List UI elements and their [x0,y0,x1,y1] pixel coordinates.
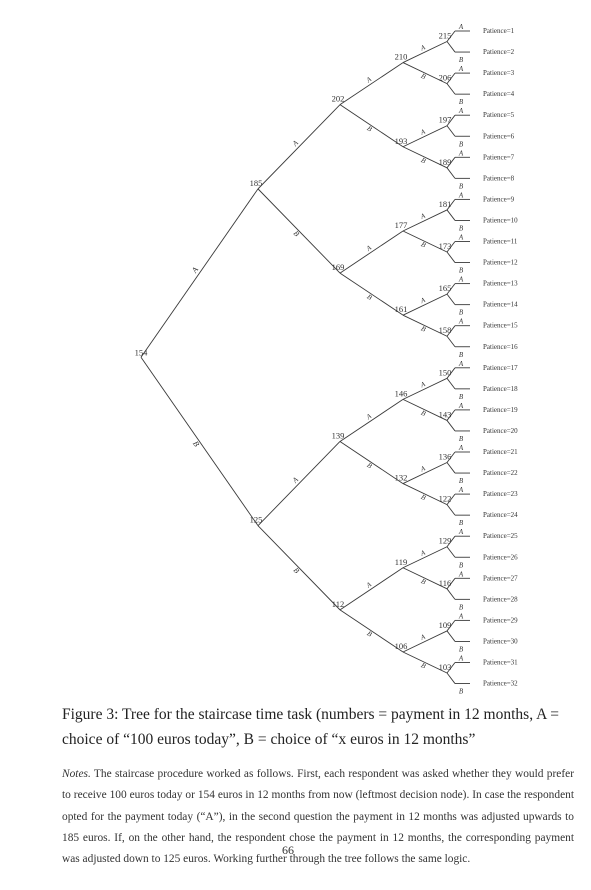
tree-edge [340,399,403,441]
node-value-root: 154 [134,347,148,358]
tree-edge [258,441,340,525]
leaf-label-patience: Patience=21 [483,448,518,456]
notes-label: Notes. [62,768,91,780]
branch-label-b: B [419,661,428,671]
branch-label-a: A [419,632,427,642]
leaf-edge [447,378,455,389]
tree-edge [403,126,447,147]
page-number: 66 [282,843,294,857]
branch-label-a: A [419,548,427,558]
branch-label-b: B [458,182,464,191]
leaf-label-patience: Patience=22 [483,469,518,478]
branch-label-a: A [458,444,464,452]
branch-label-a: A [458,233,464,242]
branch-label-b: B [419,408,428,418]
branch-label-a: A [290,138,301,148]
node-value: 146 [394,388,408,399]
leaf-edge [447,673,455,684]
node-value: 109 [438,619,452,630]
leaf-edge [447,336,455,347]
leaf-label-patience: Patience=29 [483,616,518,625]
branch-label-a: A [419,211,427,221]
branch-label-b: B [458,224,464,233]
leaf-label-patience: Patience=7 [483,153,515,162]
branch-label-a: A [458,275,464,284]
branch-label-a: A [419,464,427,474]
branch-label-a: A [458,191,464,200]
tree-edge [403,547,447,568]
leaf-edge [447,420,455,431]
branch-label-a: A [364,75,373,85]
node-value: 181 [438,198,452,209]
branch-label-b: B [458,56,464,65]
node-value: 210 [394,51,408,62]
leaf-label-patience: Patience=6 [483,132,515,141]
leaf-edge [447,84,455,95]
branch-label-b: B [458,645,464,654]
branch-label-a: A [189,265,201,275]
leaf-edge [447,463,455,474]
node-value: 197 [438,114,452,125]
leaf-label-patience: Patience=3 [483,69,515,78]
branch-label-a: A [458,401,464,410]
leaf-label-patience: Patience=20 [483,426,518,435]
branch-label-a: A [419,127,427,137]
leaf-label-patience: Patience=4 [483,90,515,99]
node-value: 215 [438,30,452,41]
branch-label-b: B [365,629,374,639]
branch-label-a: A [458,612,464,621]
tree-edge [340,231,403,273]
branch-label-b: B [458,519,464,528]
tree-edge [258,105,340,189]
node-value: 139 [331,430,345,441]
branch-label-a: A [458,149,464,158]
branch-label-b: B [458,392,464,401]
node-value: 116 [438,577,452,588]
branch-label-b: B [458,98,464,107]
node-value: 106 [394,640,408,651]
leaf-label-patience: Patience=24 [483,511,518,520]
tree-edge [403,42,447,63]
leaf-edge [447,42,455,53]
branch-label-b: B [419,324,428,334]
leaf-edge [447,589,455,600]
leaf-label-patience: Patience=30 [483,637,518,646]
leaf-label-patience: Patience=31 [483,658,518,667]
leaf-label-patience: Patience=27 [483,574,518,583]
leaf-label-patience: Patience=18 [483,384,518,393]
leaf-label-patience: Patience=1 [483,27,515,35]
leaf-edge [447,631,455,642]
node-value: 165 [438,283,452,294]
node-value: 161 [394,304,408,315]
node-value: 143 [438,409,452,420]
node-value: 136 [438,451,452,462]
branch-label-a: A [419,43,427,53]
figure-caption: Figure 3: Tree for the staircase time task (numbers = payment in 12 months, A = choice of “100 euros today”, B = choice of “x euros in 12 months” [62,706,560,748]
leaf-edge [447,210,455,221]
tree-edge [403,631,447,652]
branch-label-a: A [458,654,464,663]
node-value: 103 [438,662,452,673]
branch-label-b: B [365,292,374,302]
branch-label-b: B [419,577,428,587]
node-value: 122 [438,493,452,504]
leaf-label-patience: Patience=10 [483,216,518,225]
node-value: 189 [438,156,452,167]
branch-label-a: A [458,570,464,579]
branch-label-b: B [419,493,428,503]
branch-label-b: B [291,228,302,239]
branch-label-b: B [458,687,464,696]
leaf-edge [447,505,455,516]
branch-label-b: B [458,561,464,570]
node-value: 125 [249,514,263,525]
tree-edge [403,463,447,484]
branch-label-b: B [458,140,464,149]
branch-label-a: A [458,65,464,74]
node-value: 169 [331,262,345,273]
branch-label-a: A [364,412,373,422]
leaf-label-patience: Patience=2 [483,48,515,57]
branch-label-b: B [458,434,464,443]
leaf-label-patience: Patience=23 [483,490,518,499]
node-value: 185 [249,177,263,188]
node-value: 173 [438,241,452,252]
branch-label-a: A [458,359,464,368]
branch-label-b: B [458,308,464,317]
leaf-label-patience: Patience=14 [483,300,518,309]
branch-label-b: B [191,439,202,449]
tree-edge [403,294,447,315]
leaf-label-patience: Patience=12 [483,258,518,267]
branch-label-a: A [419,295,427,306]
leaf-label-patience: Patience=32 [483,679,518,688]
node-value: 202 [331,93,345,104]
branch-label-a: A [458,317,464,326]
node-value: 177 [394,219,408,230]
leaf-edge [447,547,455,558]
node-value: 193 [394,135,408,146]
branch-label-a: A [290,475,301,485]
node-value: 158 [438,325,452,336]
tree-edge [340,63,403,105]
leaf-edge [447,294,455,305]
branch-label-a: A [419,380,427,390]
leaf-label-patience: Patience=25 [483,532,518,541]
node-value: 132 [394,472,408,483]
branch-label-b: B [458,350,464,359]
leaf-label-patience: Patience=17 [483,363,518,372]
leaf-label-patience: Patience=26 [483,553,518,562]
branch-label-b: B [419,156,428,166]
node-value: 119 [394,556,408,567]
branch-label-a: A [458,486,464,495]
branch-label-b: B [458,266,464,275]
branch-label-b: B [365,461,374,471]
branch-label-b: B [291,565,302,576]
branch-label-b: B [458,477,464,486]
branch-label-a: A [458,23,464,31]
leaf-label-patience: Patience=9 [483,195,515,204]
node-value: 150 [438,367,452,378]
branch-label-b: B [419,240,428,250]
branch-label-a: A [458,528,464,537]
leaf-label-patience: Patience=19 [483,405,518,414]
tree-edge [403,210,447,231]
branch-label-b: B [419,72,428,82]
leaf-label-patience: Patience=16 [483,342,518,351]
leaf-label-patience: Patience=5 [483,111,515,120]
leaf-label-patience: Patience=8 [483,174,515,183]
tree-edge [403,378,447,399]
branch-label-b: B [458,603,464,612]
leaf-edge [447,168,455,179]
leaf-label-patience: Patience=28 [483,595,518,604]
tree-edge [340,568,403,610]
node-value: 112 [331,598,345,609]
node-value: 129 [438,535,452,546]
notes-text: The staircase procedure worked as follows. First, each respondent was asked whether they would prefer to receive 100 euros today or 154 euros in 12 months from now (leftmost decision node). In case the respondent opted for the payment today (“A”), in the second question the payment in 12 months was adjusted upwards to 185 euros. If, on the other hand, the respondent chose the payment in 12 months, the corresponding payment was adjusted down to 125 euros. Working further through the tree follows the same logic. [62,768,574,866]
tree-edge [141,189,258,357]
branch-label-a: A [364,243,373,253]
figure-notes [62,764,574,870]
node-value: 206 [438,72,452,83]
leaf-label-patience: Patience=11 [483,237,518,246]
branch-label-b: B [365,124,374,134]
leaf-label-patience: Patience=13 [483,279,518,288]
branch-label-a: A [364,580,373,590]
leaf-edge [447,126,455,137]
branch-label-a: A [458,107,464,116]
leaf-label-patience: Patience=15 [483,321,518,330]
leaf-edge [447,252,455,263]
